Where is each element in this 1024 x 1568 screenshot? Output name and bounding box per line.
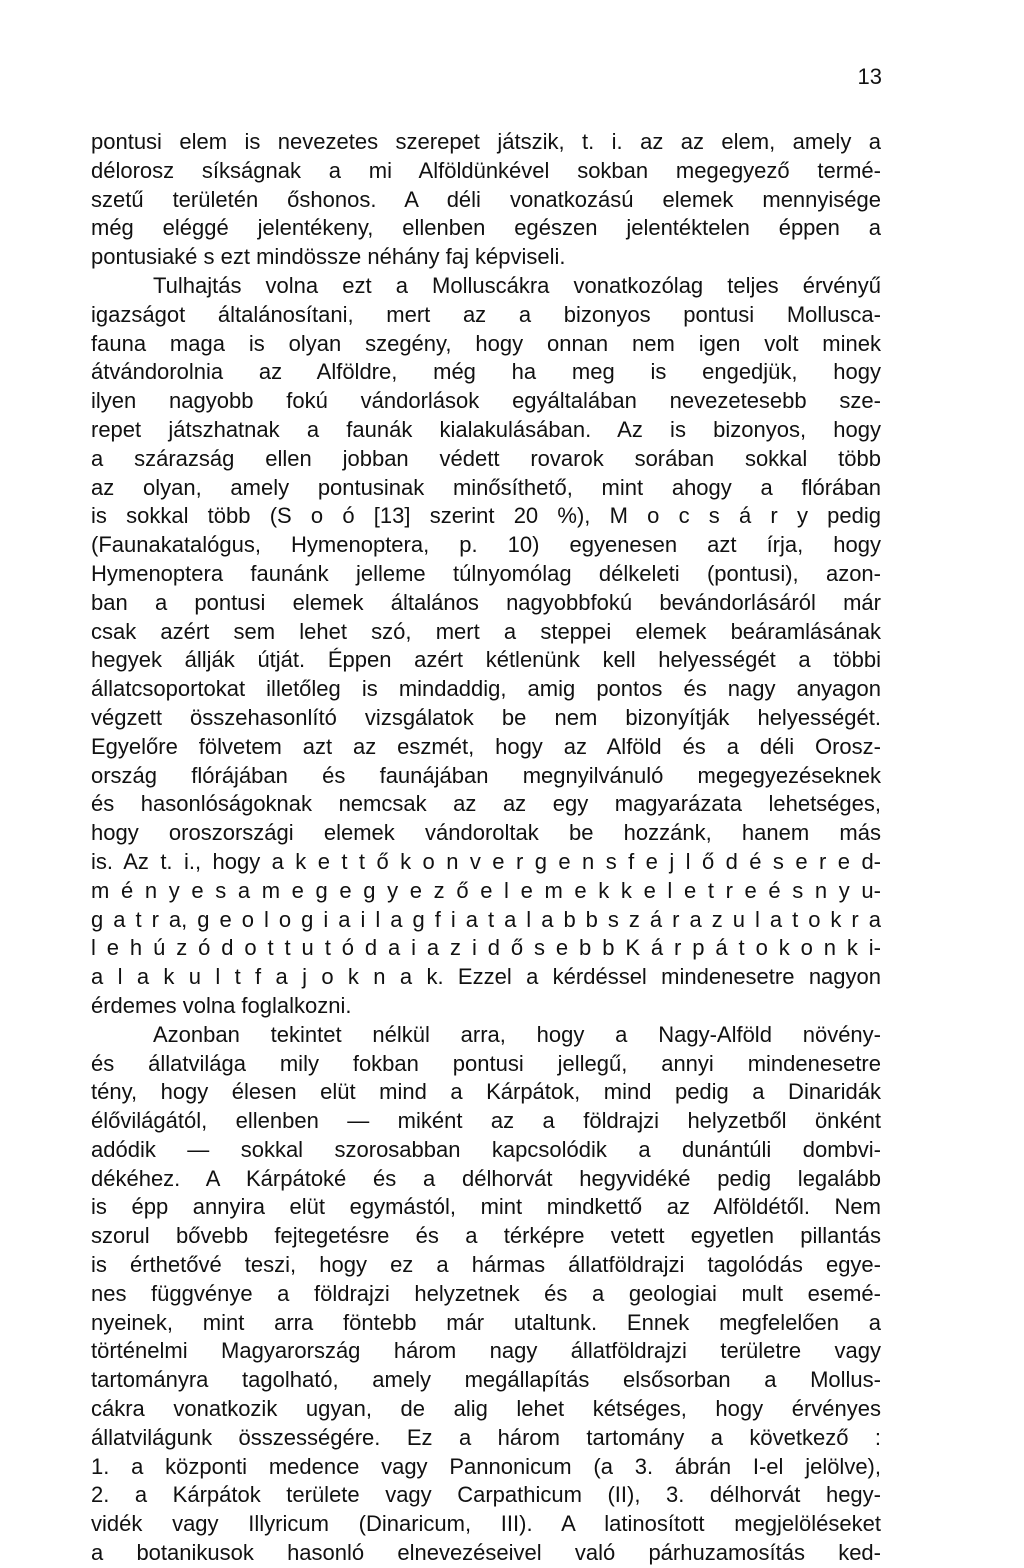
text-line: még eléggé jelentékeny, ellenben egészen jelentéktelen éppen a: [91, 215, 881, 241]
text-line: végzett összehasonlító vizsgálatok be nem bizonyítják helyességét.: [91, 704, 881, 730]
text-line: nyeinek, mint arra föntebb már utaltunk. Ennek megfelelően a: [91, 1309, 881, 1335]
text-line: és állatvilága mily fokban pontusi jellegű, annyi mindenesetre: [91, 1050, 881, 1076]
text-line: Azonban tekintet nélkül arra, hogy a Nagy-Alföld növény-: [153, 1021, 881, 1047]
text-line: is. Az t. i., hogy a k e t t ő k o n v e r g e n s f e j l ő d é s e r e d-: [91, 848, 881, 874]
text-line: nes függvénye a földrajzi helyzetnek és a geologiai mult esemé-: [91, 1280, 881, 1306]
text-line: Tulhajtás volna ezt a Molluscákra vonatkozólag teljes érvényű: [153, 272, 881, 298]
text-line: adódik — sokkal szorosabban kapcsolódik a dunántúli dombvi-: [91, 1136, 881, 1162]
text-line: szorul bővebb fejtegetésre és a térképre vetett egyetlen pillantás: [91, 1223, 881, 1249]
text-line: az olyan, amely pontusinak minősíthető, mint ahogy a flórában: [91, 474, 881, 500]
text-line: hogy oroszországi elemek vándoroltak be hozzánk, hanem más: [91, 820, 881, 846]
text-line: pontusi elem is nevezetes szerepet játszik, t. i. az az elem, amely a: [91, 129, 881, 154]
text-line: ország flórájában és faunájában megnyilvánuló megegyezéseknek: [91, 762, 881, 788]
text-line: igazságot általánosítani, mert az a bizonyos pontusi Mollusca-: [91, 301, 881, 327]
text-line: fauna maga is olyan szegény, hogy onnan nem igen volt minek: [91, 330, 881, 356]
text-line: Hymenoptera faunánk jelleme túlnyomólag délkeleti (pontusi), azon-: [91, 560, 881, 586]
text-line: (Faunakatalógus, Hymenoptera, p. 10) egyenesen azt írja, hogy: [91, 532, 881, 558]
text-line: a szárazság ellen jobban védett rovarok sorában sokkal több: [91, 445, 881, 471]
text-line: állatvilágunk összességére. Ez a három tartomány a következő :: [91, 1424, 881, 1450]
text-line: is épp annyira elüt egymástól, mint mindkettő az Alföldétől. Nem: [91, 1194, 881, 1220]
page-number: 13: [857, 64, 882, 89]
text-line: szetű területén őshonos. A déli vonatkozású elemek mennyisége: [91, 186, 881, 212]
text-line: 1. a központi medence vagy Pannonicum (a 3. ábrán I-el jelölve),: [91, 1453, 881, 1479]
text-line: Egyelőre fölvetem azt az eszmét, hogy az Alföld és a déli Orosz-: [91, 733, 881, 759]
text-line: dékéhez. A Kárpátoké és a délhorvát hegyvidéké pedig legalább: [91, 1165, 881, 1191]
text-line: is sokkal több (S o ó [13] szerint 20 %), M o c s á r y pedig: [91, 503, 881, 529]
text-line: pontusiaké s ezt mindössze néhány faj képviseli.: [91, 244, 566, 270]
text-line: történelmi Magyarország három nagy állatföldrajzi területre vagy: [91, 1338, 881, 1364]
text-line: a botanikusok hasonló elnevezéseivel való párhuzamosítás ked-: [91, 1540, 881, 1566]
text-line: csak azért sem lehet szó, mert a steppei elemek beáramlásának: [91, 618, 881, 644]
text-line: m é n y e s a m e g e g y e z ő e l e m e k k e l e t r e é s n y u-: [91, 877, 881, 903]
text-line: hegyek állják útját. Éppen azért kétlenünk kell helyességét a többi: [91, 647, 881, 673]
text-line: g a t r a, g e o l o g i a i l a g f i a t a l a b b s z á r a z u l a t o k r a: [91, 906, 881, 932]
text-line: a l a k u l t f a j o k n a k. Ezzel a kérdéssel mindenesetre nagyon: [91, 964, 881, 990]
text-line: élővilágától, ellenben — miként az a földrajzi helyzetből önként: [91, 1108, 881, 1134]
text-line: vidék vagy Illyricum (Dinaricum, III). A latinosított megjelöléseket: [91, 1511, 881, 1537]
text-line: is érthetővé teszi, hogy ez a hármas állatföldrajzi tagolódás egye-: [91, 1252, 881, 1278]
text-line: ilyen nagyobb fokú vándorlások egyáltalában nevezetesebb sze-: [91, 388, 881, 414]
text-line: érdemes volna foglalkozni.: [91, 992, 352, 1018]
text-line: délorosz síkságnak a mi Alföldünkével sokban megegyező termé-: [91, 157, 881, 183]
text-line: ban a pontusi elemek általános nagyobbfokú bevándorlásáról már: [91, 589, 881, 615]
text-line: átvándorolnia az Alföldre, még ha meg is engedjük, hogy: [91, 359, 881, 385]
text-line: és hasonlóságoknak nemcsak az az egy magyarázata lehetséges,: [91, 791, 881, 817]
text-line: l e h ú z ó d o t t u t ó d a i a z i d ő s e b b K á r p á t o k o n k i-: [91, 935, 881, 961]
text-line: repet játszhatnak a faunák kialakulásában. Az is bizonyos, hogy: [91, 416, 881, 442]
text-line: 2. a Kárpátok területe vagy Carpathicum (II), 3. délhorvát hegy-: [91, 1482, 881, 1508]
text-line: cákra vonatkozik ugyan, de alig lehet kétséges, hogy érvényes: [91, 1396, 881, 1422]
body-text: [91, 128, 881, 1568]
text-line: állatcsoportokat illetőleg is mindaddig, amig pontos és nagy anyagon: [91, 676, 881, 702]
text-line: tény, hogy élesen elüt mind a Kárpátok, mind pedig a Dinaridák: [91, 1079, 881, 1105]
text-line: tartományra tagolható, amely megállapítás elsősorban a Mollus-: [91, 1367, 881, 1393]
